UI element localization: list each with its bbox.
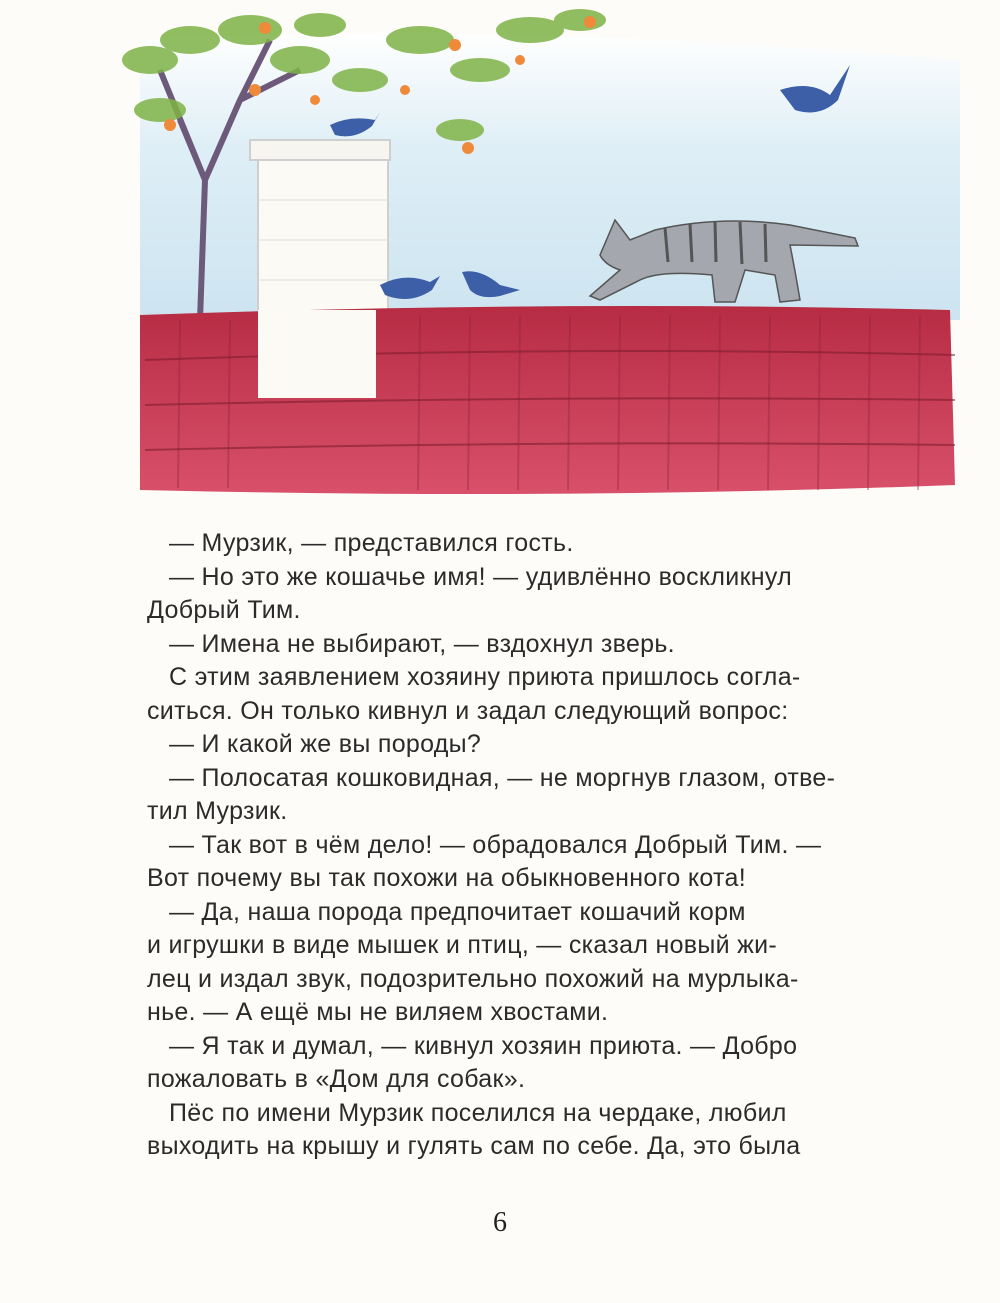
text-line: выходить на крышу и гулять сам по себе. Да, это была: [147, 1132, 801, 1160]
text-line: лец и издал звук, подозрительно похожий на мурлыка-: [147, 964, 799, 993]
paragraph: [147, 1097, 905, 1164]
paragraph: [147, 762, 905, 829]
text-line: — Имена не выбирают, — вздохнул зверь.: [169, 629, 675, 658]
text-line: и игрушки в виде мышек и птиц, — сказал новый жи-: [147, 931, 778, 959]
illustration: [0, 0, 1000, 510]
paragraph: [147, 527, 905, 561]
page-number: 6: [493, 1207, 507, 1238]
text-line: — Я так и думал, — кивнул хозяин приюта. — Добро: [169, 1031, 798, 1060]
text-line: нье. — А ещё мы не виляем хвостами.: [147, 998, 609, 1026]
roof-icon: [140, 306, 955, 494]
text-line: тил Мурзик.: [147, 797, 288, 825]
text-line: С этим заявлением хозяину приюта пришлось согла-: [169, 663, 801, 691]
text-line: пожаловать в «Дом для собак».: [147, 1065, 526, 1093]
text-line: — Но это же кошачье имя! — удивлённо воскликнул: [169, 562, 793, 591]
paragraph: [147, 728, 905, 762]
paragraph: [147, 829, 905, 896]
rooftop-illustration: [0, 0, 1000, 510]
text-line: — Так вот в чём дело! — обрадовался Добрый Тим. —: [169, 830, 822, 859]
paragraph: [147, 661, 905, 728]
text-line: — И какой же вы породы?: [169, 730, 482, 758]
paragraph: [147, 896, 905, 1030]
text-line: — Мурзик, — представился гость.: [169, 529, 574, 557]
paragraph: [147, 1030, 905, 1097]
paragraph: [147, 628, 905, 662]
text-line: ситься. Он только кивнул и задал следующий вопрос:: [147, 696, 789, 725]
story-text: [147, 527, 905, 1164]
text-line: Добрый Тим.: [147, 596, 301, 624]
text-line: Пёс по имени Мурзик поселился на чердаке, любил: [169, 1098, 787, 1127]
text-line: Вот почему вы так похожи на обыкновенного кота!: [147, 864, 746, 892]
text-line: — Полосатая кошковидная, — не моргнув глазом, отве-: [169, 763, 836, 792]
text-line: — Да, наша порода предпочитает кошачий корм: [169, 897, 746, 926]
paragraph: [147, 561, 905, 628]
